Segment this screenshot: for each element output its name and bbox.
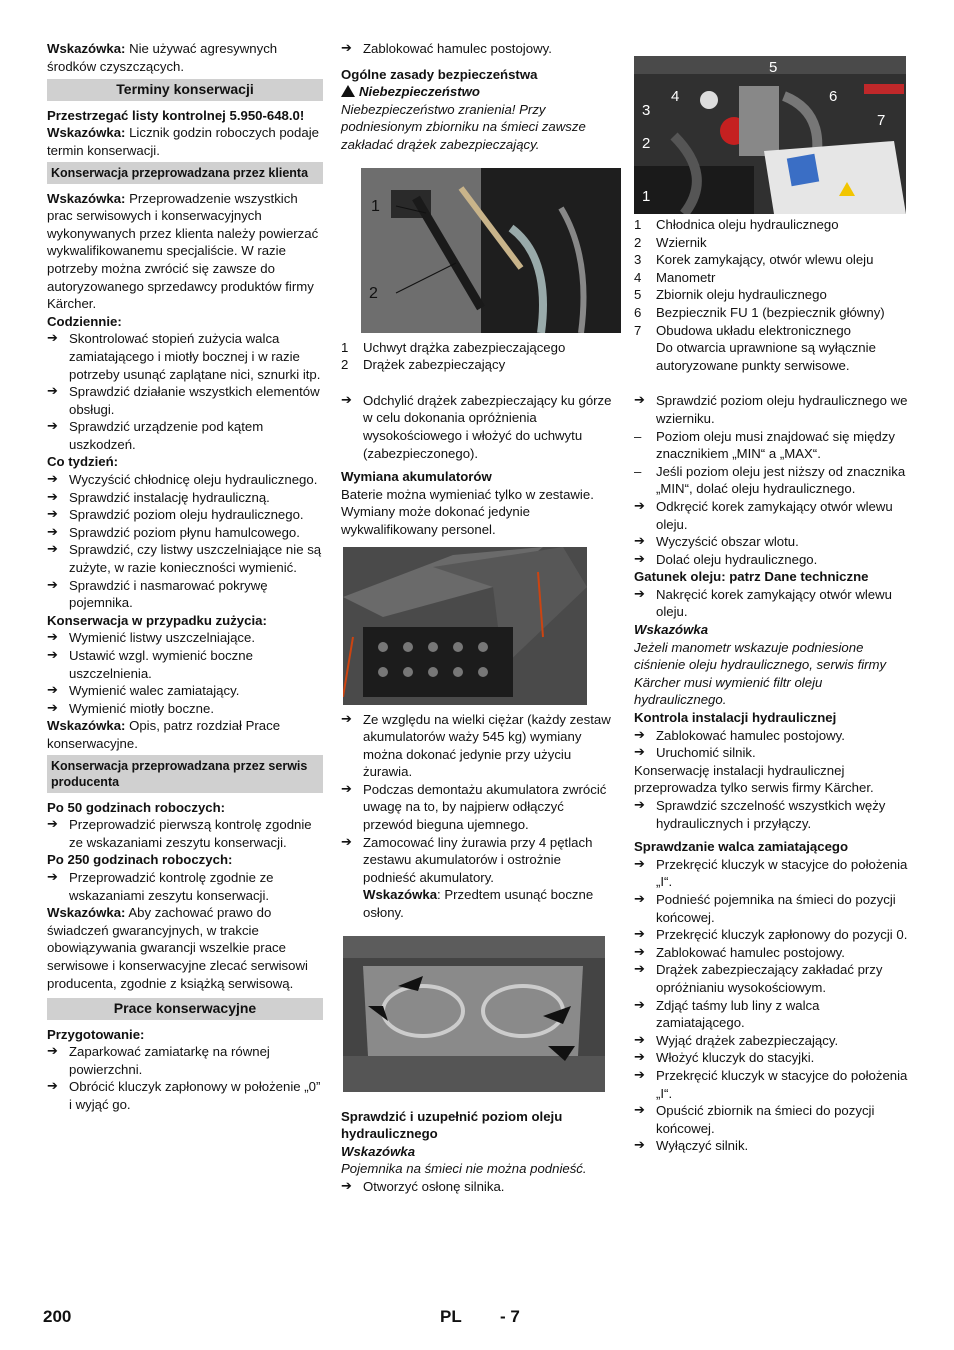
hydraulics-text: Konserwację instalacji hydraulicznej przeprowadza tylko serwis firmy Kärcher. <box>634 762 874 796</box>
figure-callout: 1 <box>371 197 380 215</box>
hydraulics-title: Kontrola instalacji hydraulicznej <box>634 710 837 726</box>
figure-callout: 5 <box>769 59 778 76</box>
weekly-title: Co tydzień: <box>47 454 119 470</box>
list-item: ➔ Sprawdzić urządzenie pod kątem uszkodzeń. <box>47 418 323 453</box>
list-item: ➔ Sprawdzić poziom oleju hydraulicznego. <box>47 506 323 524</box>
list-item: ➔ Uruchomić silnik. <box>634 744 910 762</box>
list-item: ➔ Przekręcić kluczyk zapłonowy do pozycji 0. <box>634 926 910 944</box>
figure-crane-loops <box>343 936 605 1092</box>
list-item: ➔ Przekręcić kluczyk w stacyjce do położenia „I“. <box>634 856 910 891</box>
legend-item: 5 Zbiornik oleju hydraulicznego <box>634 287 827 303</box>
note-aggressive: Wskazówka: Nie używać agresywnych środków czyszczących. <box>47 41 278 74</box>
hours-250-title: Po 250 godzinach roboczych: <box>47 852 233 868</box>
hydraulics-illustration <box>634 56 906 214</box>
safety-bar-illustration <box>361 168 621 333</box>
list-item: ➔ Przeprowadzić kontrolę zgodnie ze wskazaniami zeszytu konserwacji. <box>47 869 323 904</box>
figure-hydraulics <box>634 56 906 214</box>
list-item: ➔ Sprawdzić, czy listwy uszczelniające nie są zużyte, w razie konieczności wymienić. <box>47 541 323 576</box>
safety-title: Ogólne zasady bezpieczeństwa <box>341 66 538 82</box>
list-item: ➔ Ze względu na wielki ciężar (każdy zestaw akumulatorów waży 545 kg) wymiany można dokonać jedynie przy użyciu żurawia. <box>341 711 617 781</box>
figure-callout: 1 <box>642 188 651 205</box>
legend-item: 6 Bezpiecznik FU 1 (bezpiecznik główny) <box>634 304 885 320</box>
list-item: ➔ Dolać oleju hydraulicznego. <box>634 551 910 569</box>
figure-battery <box>343 547 587 705</box>
list-item: ➔ Nakręcić korek zamykający otwór wlewu oleju. <box>634 586 910 621</box>
list-item: ➔ Sprawdzić poziom płynu hamulcowego. <box>47 524 323 542</box>
legend-item: 2 Wziernik <box>634 234 707 250</box>
oil-note-title: Wskazówka <box>341 1143 416 1159</box>
list-item: – Jeśli poziom oleju jest niższy od znacznika „MIN“, dolać oleju hydraulicznego. <box>634 463 910 498</box>
list-item: ➔ Zaparkować zamiatarkę na równej powierzchni. <box>47 1043 323 1078</box>
list-item: ➔ Obrócić kluczyk zapłonowy w położenie „0” i wyjąć go. <box>47 1078 323 1113</box>
note-counter: Wskazówka: Licznik godzin roboczych podaje termin konserwacji. <box>47 125 319 158</box>
figure-callout: 2 <box>369 284 378 302</box>
note-text: Jeżeli manometr wskazuje podniesione ciśnienie oleju hydraulicznego, serwis firmy Kärcher musi wymienić filtr oleju hydraulicznego. <box>634 639 887 708</box>
daily-title: Codziennie: <box>47 313 122 329</box>
list-item: ➔ Przekręcić kluczyk w stacyjce do położenia „I“. <box>634 1067 910 1102</box>
list-item: ➔ Wyczyścić chłodnicę oleju hydraulicznego. <box>47 471 323 489</box>
list-item: ➔ Sprawdzić i nasmarować pokrywę pojemnika. <box>47 577 323 612</box>
section-heading-terminy: Terminy konserwacji <box>47 79 323 101</box>
roller-title: Sprawdzanie walca zamiatającego <box>634 839 849 855</box>
prep-title: Przygotowanie: <box>47 1026 145 1042</box>
crane-loops-illustration <box>343 936 605 1092</box>
legend-item: 1 Uchwyt drążka zabezpieczającego <box>341 339 566 355</box>
list-item: ➔ Skontrolować stopień zużycia walca zamiatającego i miotły bocznej i w razie potrzeby usunąć zaplątane nici, sznurki itp. <box>47 330 323 383</box>
figure-callout: 6 <box>829 88 838 105</box>
list-item: ➔ Zablokować hamulec postojowy. <box>634 944 910 962</box>
oil-note-text: Pojemnika na śmieci nie można podnieść. <box>341 1161 587 1177</box>
list-item: ➔ Zablokować hamulec postojowy. <box>341 40 617 58</box>
battery-note: Wskazówka: Przedtem usunąć boczne osłony. <box>363 887 594 921</box>
wear-title: Konserwacja w przypadku zużycia: <box>47 612 267 628</box>
column-1 <box>47 40 323 1114</box>
note-title: Wskazówka <box>634 622 709 638</box>
column-3 <box>634 40 910 1155</box>
list-item: ➔ Zamocować liny żurawia przy 4 pętlach zestawu akumulatorów i ostrożnie podnieść akumulatory. <box>341 834 617 887</box>
list-item: ➔ Włożyć kluczyk do stacyjki. <box>634 1049 910 1067</box>
language-code: PL <box>440 1307 462 1326</box>
section-heading-prace: Prace konserwacyjne <box>47 998 323 1020</box>
oil-grade-title: Gatunek oleju: patrz Dane techniczne <box>634 569 869 585</box>
list-item: ➔ Odchylić drążek zabezpieczający ku górze w celu dokonania opróżnienia wysokościowego i włożyć do uchwytu (zabezpieczonego). <box>341 392 617 462</box>
oil-title: Sprawdzić i uzupełnić poziom oleju hydraulicznego <box>341 1108 563 1142</box>
note-specialist: Wskazówka: Przeprowadzenie wszystkich prac serwisowych i konserwacyjnych wykonywanych przez klienta należy powierzać wykwalifikowanemu specjaliście. W razie potrzeby można zwrócić się zawsze do autoryzowanego sprzedawcy produktów firmy Kärcher. <box>47 190 319 312</box>
checklist-note: Przestrzegać listy kontrolnej 5.950-648.0! <box>47 107 305 123</box>
section-heading-serwis: Konserwacja przeprowadzana przez serwis producenta <box>47 755 323 793</box>
list-item: ➔ Wymienić listwy uszczelniające. <box>47 629 323 647</box>
list-item: ➔ Sprawdzić instalację hydrauliczną. <box>47 489 323 507</box>
note-warranty: Wskazówka: Aby zachować prawo do świadczeń gwarancyjnych, w trakcie obowiązywania gwarancji wszelkie prace serwisowe i konserwacyjne zlecać serwisowi producenta, zgodnie z książką serwisową. <box>47 905 308 991</box>
figure-safety-bar <box>361 168 621 333</box>
battery-illustration <box>343 547 587 705</box>
list-item: ➔ Zablokować hamulec postojowy. <box>634 727 910 745</box>
list-item: ➔ Zdjąć taśmy lub liny z walca zamiatającego. <box>634 997 910 1032</box>
legend-item-extra: Do otwarcia uprawnione są wyłącznie autoryzowane punkty serwisowe. <box>656 340 876 373</box>
figure-callout: 3 <box>642 102 651 119</box>
hours-50-title: Po 50 godzinach roboczych: <box>47 799 226 815</box>
list-item: ➔ Otworzyć osłonę silnika. <box>341 1178 617 1196</box>
list-item: ➔ Wyłączyć silnik. <box>634 1137 910 1155</box>
list-item: ➔ Wyczyścić obszar wlotu. <box>634 533 910 551</box>
danger-title: Niebezpieczeństwo <box>341 83 617 101</box>
legend-item: 2 Drążek zabezpieczający <box>341 357 506 373</box>
list-item: ➔ Podnieść pojemnika na śmieci do pozycji końcowej. <box>634 891 910 926</box>
figure-callout: 4 <box>671 88 680 105</box>
section-heading-klient: Konserwacja przeprowadzana przez klienta <box>47 162 323 184</box>
list-item: ➔ Wymienić walec zamiatający. <box>47 682 323 700</box>
list-item: ➔ Sprawdzić poziom oleju hydraulicznego we wzierniku. <box>634 392 910 427</box>
list-item: ➔ Wymienić miotły boczne. <box>47 700 323 718</box>
legend-item: 1 Chłodnica oleju hydraulicznego <box>634 217 839 232</box>
battery-title: Wymiana akumulatorów <box>341 469 492 485</box>
list-item: ➔ Podczas demontażu akumulatora zwrócić uwagę na to, by najpierw odłączyć przewód bieguna ujemnego. <box>341 781 617 834</box>
legend-item: 3 Korek zamykający, otwór wlewu oleju <box>634 252 874 268</box>
warning-triangle-icon <box>341 85 355 97</box>
note-description: Wskazówka: Opis, patrz rozdział Prace konserwacyjne. <box>47 718 281 751</box>
list-item: ➔ Przeprowadzić pierwszą kontrolę zgodnie ze wskazaniami zeszytu konserwacji. <box>47 816 323 851</box>
danger-text: Niebezpieczeństwo zranienia! Przy podniesionym zbiorniku na śmieci zawsze zakładać drążek zabezpieczający. <box>341 101 586 152</box>
list-item: ➔ Sprawdzić szczelność wszystkich węży hydraulicznych i przyłączy. <box>634 797 910 832</box>
figure-callout: 7 <box>877 112 886 129</box>
list-item: ➔ Wyjąć drążek zabezpieczający. <box>634 1032 910 1050</box>
list-item: ➔ Sprawdzić działanie wszystkich elementów obsługi. <box>47 383 323 418</box>
battery-text: Baterie można wymieniać tylko w zestawie. Wymiany może dokonać jedynie wykwalifikowany personel. <box>341 486 594 537</box>
list-item: ➔ Odkręcić korek zamykający otwór wlewu oleju. <box>634 498 910 533</box>
list-item: ➔ Drążek zabezpieczający zakładać przy opróżnianiu wysokościowym. <box>634 961 910 996</box>
legend-item: 4 Manometr <box>634 269 716 285</box>
page-number: 200 <box>43 1307 72 1326</box>
sub-page-number: - 7 <box>500 1307 520 1326</box>
list-item: – Poziom oleju musi znajdować się między znacznikiem „MIN“ a „MAX“. <box>634 428 910 463</box>
column-2 <box>341 40 617 1196</box>
legend-item: 7 Obudowa układu elektronicznego <box>634 322 852 338</box>
figure-callout: 2 <box>642 135 651 152</box>
list-item: ➔ Ustawić wzgl. wymienić boczne uszczelnienia. <box>47 647 323 682</box>
list-item: ➔ Opuścić zbiornik na śmieci do pozycji końcowej. <box>634 1102 910 1137</box>
